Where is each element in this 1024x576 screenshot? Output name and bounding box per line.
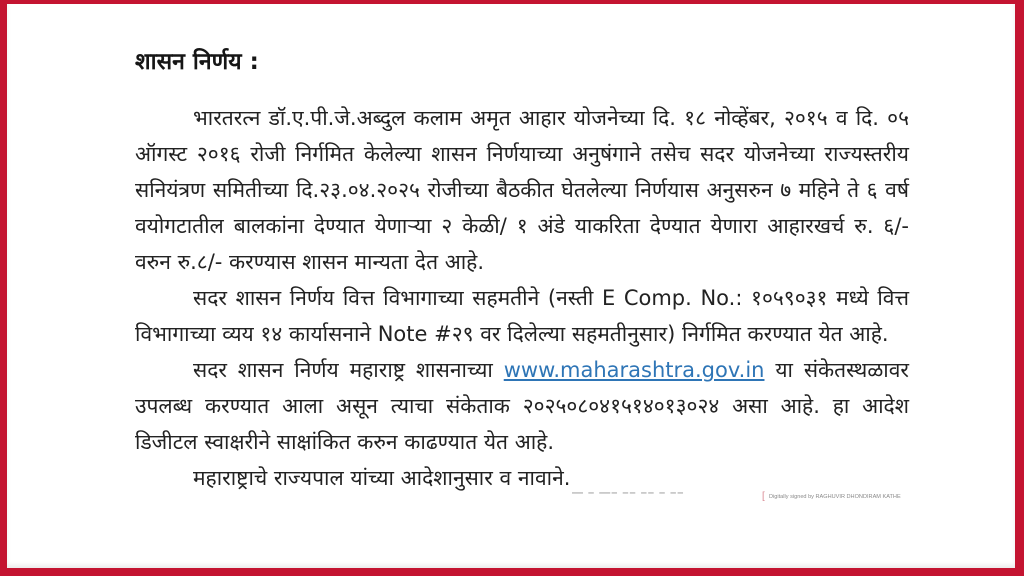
- document-heading: शासन निर्णय :: [135, 49, 259, 75]
- signature-bracket-icon: [: [762, 490, 765, 502]
- document-body: [135, 44, 909, 496]
- paragraph-website-text-before: सदर शासन निर्णय महाराष्ट्र शासनाच्या: [193, 358, 504, 382]
- maharashtra-gov-link[interactable]: www.maharashtra.gov.in: [503, 358, 765, 382]
- paragraph-website-reference: [135, 352, 909, 460]
- paragraph-finance-concurrence: सदर शासन निर्णय वित्त विभागाच्या सहमतीने (नस्ती E Comp. No.: १०५९०३१ मध्ये वित्त विभागाच्या व्यय १४ कार्यासनाने Note #२९ वर दिलेल्या सहमतीनुसार) निर्गमित करण्यात येत आहे.: [135, 286, 909, 346]
- signature-name-partial: — – —– –– –– – ––: [572, 487, 685, 497]
- digital-signature-note: Digitally signed by RAGHUVIR DHONDIRAM KATHE: [768, 492, 901, 500]
- paragraph-website-text-after: या संकेतस्थळावर उपलब्ध करण्यात आला असून त्याचा संकेताक २०२५०८०४१५१४०१३०२४ असा आहे. हा आदेश डिजीटल स्वाक्षरीने साक्षांकित करुन काढण्यात येत आहे.: [135, 358, 909, 454]
- digital-signature-block: [762, 489, 992, 503]
- paragraph-scheme-decision: भारतरत्न डॉ.ए.पी.जे.अब्दुल कलाम अमृत आहार योजनेच्या दि. १८ नोव्हेंबर, २०१५ व दि. ०५ ऑगस्ट २०१६ रोजी निर्गमित केलेल्या शासन निर्णयाच्या अनुषंगाने तसेच सदर योजनेच्या राज्यस्तरीय सनियंत्रण समितीच्या दि.२३.०४.२०२५ रोजीच्या बैठकीत घेतलेल्या निर्णयास अनुसरुन ७ महिने ते ६ वर्ष वयोगटातील बालकांना देण्यात येणाऱ्या २ केळी/ १ अंडे याकरिता देण्यात येणारा आहारखर्च रु. ६/- वरुन रु.८/- करण्यास शासन मान्यता देत आहे.: [135, 106, 909, 274]
- document-page: [7, 4, 1015, 568]
- closing-order-line: महाराष्ट्राचे राज्यपाल यांच्या आदेशानुसार व नावाने.: [193, 466, 571, 490]
